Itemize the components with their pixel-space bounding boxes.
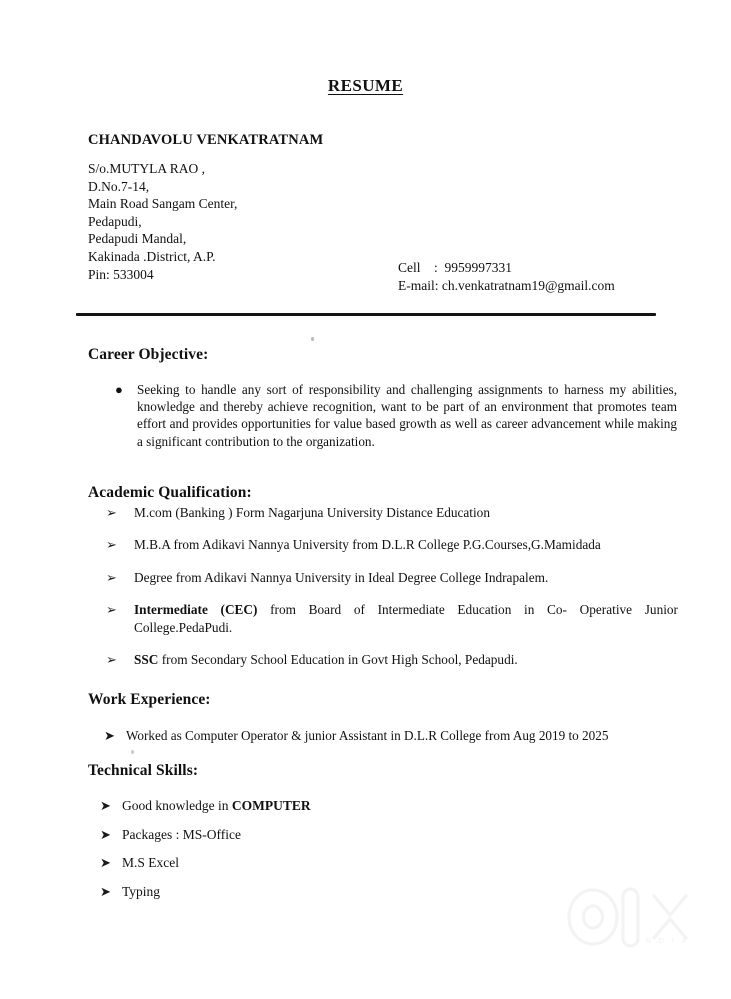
header-divider [76, 313, 656, 316]
scan-speck [311, 337, 314, 341]
list-item [100, 854, 500, 872]
address-line: Pin: 533004 [88, 266, 154, 282]
academic-item-rest: M.com (Banking ) Form Nagarjuna University Distance Education [134, 505, 490, 520]
academic-item-rest: from Board of Intermediate Education in Co- Operative Junior College.PedaPudi. [134, 602, 678, 635]
bullet-dot-icon: ● [115, 382, 123, 397]
contact-phone-separator: : [420, 260, 445, 275]
skill-item-label: Typing [122, 883, 161, 899]
contact-email-row [398, 277, 615, 295]
scan-speck [131, 750, 134, 754]
contact-phone-row [398, 259, 615, 277]
section-heading-career-objective: Career Objective: [88, 346, 209, 363]
address-line: Kakinada .District, A.P. [88, 248, 216, 264]
list-item [106, 569, 678, 586]
academic-item-rest: Degree from Adikavi Nannya University in Ideal Degree College Indrapalem. [134, 569, 549, 585]
arrow-solid-icon: ➤ [100, 826, 111, 842]
arrow-solid-icon: ➤ [100, 855, 111, 871]
career-objective-block [115, 381, 677, 450]
academic-item-text [134, 601, 678, 636]
academic-item-text [134, 536, 678, 553]
contact-phone-label: Cell [398, 260, 421, 275]
academic-item-bold: Intermediate (CEC) [134, 602, 258, 618]
list-item [106, 601, 678, 636]
skill-item-label: Packages : MS-Office [122, 826, 241, 842]
arrow-hollow-icon: ➢ [106, 505, 117, 520]
list-item [106, 651, 678, 668]
arrow-solid-icon: ➤ [100, 798, 111, 813]
technical-skills-list [100, 797, 500, 900]
list-item [100, 826, 500, 844]
career-objective-text: Seeking to handle any sort of responsibility and challenging assignments to harness my abilities, knowledge and thereby achieve recognition, want to be part of an environment that promotes team effort and provides opportunities for value based growth as well as career advancement while making a significant contribution to the organization. [137, 382, 677, 449]
skill-item-text [122, 797, 311, 815]
academic-item-text [134, 569, 678, 586]
list-item [100, 883, 500, 901]
work-experience-list [104, 727, 678, 745]
academic-item-rest: from Secondary School Education in Govt High School, Pedapudi. [158, 652, 518, 668]
skill-item-label: Good knowledge in [122, 798, 232, 813]
section-heading-technical-skills: Technical Skills: [88, 762, 199, 779]
skill-item-bold: COMPUTER [231, 798, 311, 813]
list-item [104, 727, 678, 745]
contact-block [398, 259, 615, 294]
arrow-hollow-icon: ➢ [106, 537, 117, 553]
address-line: Pedapudi Mandal, [88, 231, 187, 247]
list-item [115, 381, 677, 450]
skill-item-label: M.S Excel [122, 855, 179, 871]
list-item [106, 504, 678, 521]
academic-item-text [134, 504, 678, 521]
academic-qualification-list [106, 504, 678, 668]
address-line: Main Road Sangam Center, [88, 196, 238, 212]
academic-item-rest: M.B.A from Adikavi Nannya University from D.L.R College P.G.Courses,G.Mamidada [134, 537, 601, 553]
candidate-name: CHANDAVOLU VENKATRATNAM [88, 132, 324, 148]
address-line: Pedapudi, [88, 213, 142, 229]
page-title: RESUME [327, 76, 404, 95]
academic-item-text [134, 651, 678, 668]
arrow-hollow-icon: ➢ [106, 652, 117, 668]
section-heading-academic-qualification: Academic Qualification: [88, 484, 252, 501]
address-line: S/o.MUTYLA RAO , [88, 161, 206, 176]
address-line: D.No.7-14, [88, 178, 150, 194]
arrow-solid-icon: ➤ [100, 883, 111, 899]
academic-item-bold: SSC [134, 652, 159, 668]
arrow-hollow-icon: ➢ [106, 602, 117, 618]
arrow-solid-icon: ➤ [104, 728, 115, 743]
olx-watermark-sublabel: I N D I A [636, 938, 690, 945]
section-heading-work-experience: Work Experience: [88, 691, 211, 708]
skill-item-text [122, 854, 179, 872]
arrow-hollow-icon: ➢ [106, 569, 117, 585]
skill-item-text [122, 826, 241, 844]
list-item [100, 797, 500, 815]
list-item [106, 536, 678, 553]
contact-phone-value: 9959997331 [444, 260, 513, 275]
olx-watermark [566, 884, 696, 962]
contact-email-label: E-mail: [398, 277, 439, 293]
skill-item-text [122, 883, 160, 901]
contact-email-value: ch.venkatratnam19@gmail.com [441, 277, 615, 293]
work-experience-text: Worked as Computer Operator & junior Assistant in D.L.R College from Aug 2019 to 2025 [126, 728, 609, 743]
address-block [88, 160, 237, 283]
